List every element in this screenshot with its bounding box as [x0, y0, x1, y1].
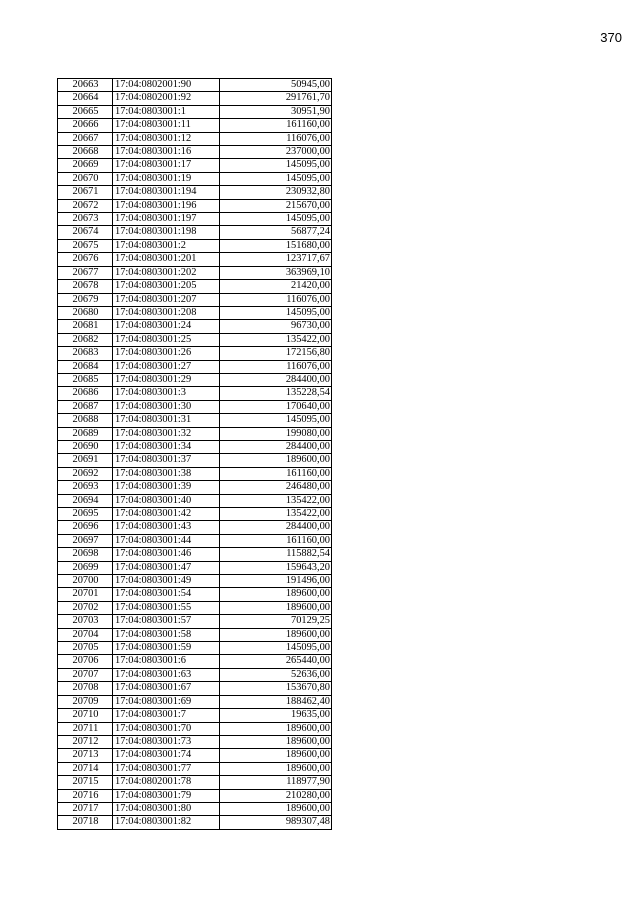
row-number-cell: 20679 [58, 293, 113, 306]
cadastral-value-cell: 145095,00 [220, 172, 332, 185]
table-row [58, 642, 332, 655]
table-row [58, 776, 332, 789]
cadastral-number-cell: 17:04:0803001:196 [113, 199, 220, 212]
table-row [58, 749, 332, 762]
cadastral-number-cell: 17:04:0803001:79 [113, 789, 220, 802]
cadastral-value-cell: 215670,00 [220, 199, 332, 212]
table-row [58, 373, 332, 386]
row-number-cell: 20706 [58, 655, 113, 668]
cadastral-number-cell: 17:04:0803001:16 [113, 146, 220, 159]
cadastral-value-cell: 30951,90 [220, 105, 332, 118]
table-row [58, 400, 332, 413]
cadastral-value-cell: 189600,00 [220, 628, 332, 641]
cadastral-number-cell: 17:04:0803001:54 [113, 588, 220, 601]
row-number-cell: 20675 [58, 239, 113, 252]
cadastral-number-cell: 17:04:0803001:3 [113, 387, 220, 400]
cadastral-value-cell: 265440,00 [220, 655, 332, 668]
cadastral-value-cell: 115882,54 [220, 548, 332, 561]
table-row [58, 601, 332, 614]
table-row [58, 762, 332, 775]
cadastral-number-cell: 17:04:0803001:29 [113, 373, 220, 386]
cadastral-number-cell: 17:04:0802001:92 [113, 92, 220, 105]
row-number-cell: 20694 [58, 494, 113, 507]
cadastral-value-cell: 56877,24 [220, 226, 332, 239]
row-number-cell: 20693 [58, 481, 113, 494]
row-number-cell: 20677 [58, 266, 113, 279]
table-row [58, 239, 332, 252]
table-row [58, 722, 332, 735]
cadastral-value-cell: 189600,00 [220, 588, 332, 601]
cadastral-number-cell: 17:04:0803001:63 [113, 668, 220, 681]
cadastral-number-cell: 17:04:0803001:201 [113, 253, 220, 266]
table-row [58, 226, 332, 239]
row-number-cell: 20672 [58, 199, 113, 212]
cadastral-number-cell: 17:04:0803001:2 [113, 239, 220, 252]
cadastral-value-cell: 246480,00 [220, 481, 332, 494]
table-row [58, 280, 332, 293]
cadastral-value-cell: 989307,48 [220, 816, 332, 829]
cadastral-number-cell: 17:04:0803001:39 [113, 481, 220, 494]
table-row [58, 816, 332, 829]
row-number-cell: 20669 [58, 159, 113, 172]
table-row [58, 266, 332, 279]
row-number-cell: 20673 [58, 213, 113, 226]
row-number-cell: 20695 [58, 508, 113, 521]
cadastral-number-cell: 17:04:0803001:1 [113, 105, 220, 118]
cadastral-number-cell: 17:04:0803001:59 [113, 642, 220, 655]
table-row [58, 802, 332, 815]
row-number-cell: 20715 [58, 776, 113, 789]
cadastral-number-cell: 17:04:0803001:69 [113, 695, 220, 708]
cadastral-value-cell: 189600,00 [220, 749, 332, 762]
cadastral-value-cell: 151680,00 [220, 239, 332, 252]
row-number-cell: 20671 [58, 186, 113, 199]
cadastral-number-cell: 17:04:0803001:44 [113, 534, 220, 547]
row-number-cell: 20668 [58, 146, 113, 159]
table-row [58, 306, 332, 319]
table-row [58, 347, 332, 360]
cadastral-number-cell: 17:04:0803001:58 [113, 628, 220, 641]
cadastral-value-cell: 161160,00 [220, 534, 332, 547]
cadastral-value-cell: 191496,00 [220, 575, 332, 588]
row-number-cell: 20711 [58, 722, 113, 735]
row-number-cell: 20713 [58, 749, 113, 762]
table-row [58, 172, 332, 185]
cadastral-number-cell: 17:04:0803001:55 [113, 601, 220, 614]
cadastral-value-cell: 284400,00 [220, 521, 332, 534]
table-row [58, 561, 332, 574]
cadastral-value-cell: 161160,00 [220, 119, 332, 132]
cadastral-value-cell: 135422,00 [220, 333, 332, 346]
cadastral-number-cell: 17:04:0803001:46 [113, 548, 220, 561]
row-number-cell: 20687 [58, 400, 113, 413]
row-number-cell: 20670 [58, 172, 113, 185]
cadastral-number-cell: 17:04:0803001:208 [113, 306, 220, 319]
table-row [58, 481, 332, 494]
table-row [58, 508, 332, 521]
cadastral-number-cell: 17:04:0803001:82 [113, 816, 220, 829]
row-number-cell: 20686 [58, 387, 113, 400]
row-number-cell: 20717 [58, 802, 113, 815]
cadastral-value-cell: 189600,00 [220, 735, 332, 748]
table-row [58, 628, 332, 641]
cadastral-number-cell: 17:04:0803001:80 [113, 802, 220, 815]
row-number-cell: 20714 [58, 762, 113, 775]
row-number-cell: 20718 [58, 816, 113, 829]
row-number-cell: 20701 [58, 588, 113, 601]
cadastral-value-cell: 21420,00 [220, 280, 332, 293]
cadastral-value-cell: 189600,00 [220, 601, 332, 614]
table-row [58, 709, 332, 722]
cadastral-value-cell: 210280,00 [220, 789, 332, 802]
cadastral-number-cell: 17:04:0803001:207 [113, 293, 220, 306]
row-number-cell: 20681 [58, 320, 113, 333]
cadastral-value-cell: 135422,00 [220, 494, 332, 507]
cadastral-value-cell: 145095,00 [220, 642, 332, 655]
table-row [58, 213, 332, 226]
cadastral-value-cell: 145095,00 [220, 213, 332, 226]
row-number-cell: 20710 [58, 709, 113, 722]
cadastral-value-cell: 123717,67 [220, 253, 332, 266]
table-row [58, 735, 332, 748]
row-number-cell: 20698 [58, 548, 113, 561]
cadastral-number-cell: 17:04:0803001:49 [113, 575, 220, 588]
cadastral-value-cell: 116076,00 [220, 132, 332, 145]
table-row [58, 494, 332, 507]
cadastral-value-cell: 363969,10 [220, 266, 332, 279]
row-number-cell: 20712 [58, 735, 113, 748]
cadastral-number-cell: 17:04:0803001:31 [113, 414, 220, 427]
cadastral-number-cell: 17:04:0803001:32 [113, 427, 220, 440]
row-number-cell: 20700 [58, 575, 113, 588]
table-row [58, 695, 332, 708]
row-number-cell: 20684 [58, 360, 113, 373]
cadastral-value-cell: 161160,00 [220, 467, 332, 480]
table-row [58, 534, 332, 547]
cadastral-number-cell: 17:04:0803001:70 [113, 722, 220, 735]
row-number-cell: 20664 [58, 92, 113, 105]
cadastral-number-cell: 17:04:0803001:73 [113, 735, 220, 748]
cadastral-number-cell: 17:04:0802001:90 [113, 79, 220, 92]
table-row [58, 414, 332, 427]
cadastral-value-cell: 189600,00 [220, 762, 332, 775]
cadastral-value-cell: 159643,20 [220, 561, 332, 574]
table-row [58, 789, 332, 802]
cadastral-value-cell: 145095,00 [220, 306, 332, 319]
row-number-cell: 20699 [58, 561, 113, 574]
table-row [58, 575, 332, 588]
cadastral-value-cell: 50945,00 [220, 79, 332, 92]
cadastral-value-cell: 96730,00 [220, 320, 332, 333]
table-row [58, 333, 332, 346]
cadastral-number-cell: 17:04:0802001:78 [113, 776, 220, 789]
page-number: 370 [600, 30, 622, 45]
row-number-cell: 20708 [58, 682, 113, 695]
row-number-cell: 20667 [58, 132, 113, 145]
table-row [58, 159, 332, 172]
cadastral-number-cell: 17:04:0803001:57 [113, 615, 220, 628]
cadastral-value-cell: 189600,00 [220, 722, 332, 735]
table-row [58, 119, 332, 132]
row-number-cell: 20705 [58, 642, 113, 655]
cadastral-value-cell: 19635,00 [220, 709, 332, 722]
cadastral-value-cell: 291761,70 [220, 92, 332, 105]
cadastral-number-cell: 17:04:0803001:34 [113, 440, 220, 453]
cadastral-value-cell: 284400,00 [220, 440, 332, 453]
cadastral-value-cell: 153670,80 [220, 682, 332, 695]
cadastral-value-cell: 188462,40 [220, 695, 332, 708]
cadastral-value-cell: 189600,00 [220, 454, 332, 467]
cadastral-value-cell: 230932,80 [220, 186, 332, 199]
table-row [58, 521, 332, 534]
table-row [58, 440, 332, 453]
table-row [58, 668, 332, 681]
cadastral-number-cell: 17:04:0803001:194 [113, 186, 220, 199]
row-number-cell: 20707 [58, 668, 113, 681]
row-number-cell: 20691 [58, 454, 113, 467]
row-number-cell: 20702 [58, 601, 113, 614]
cadastral-number-cell: 17:04:0803001:198 [113, 226, 220, 239]
row-number-cell: 20683 [58, 347, 113, 360]
cadastral-value-cell: 135422,00 [220, 508, 332, 521]
table-row [58, 655, 332, 668]
row-number-cell: 20665 [58, 105, 113, 118]
table-row [58, 79, 332, 92]
cadastral-value-cell: 237000,00 [220, 146, 332, 159]
table-row [58, 186, 332, 199]
table-row [58, 682, 332, 695]
table-row [58, 92, 332, 105]
row-number-cell: 20696 [58, 521, 113, 534]
cadastral-value-cell: 116076,00 [220, 293, 332, 306]
cadastral-value-cell: 116076,00 [220, 360, 332, 373]
cadastral-number-cell: 17:04:0803001:43 [113, 521, 220, 534]
row-number-cell: 20703 [58, 615, 113, 628]
row-number-cell: 20692 [58, 467, 113, 480]
table-row [58, 467, 332, 480]
row-number-cell: 20663 [58, 79, 113, 92]
cadastral-number-cell: 17:04:0803001:37 [113, 454, 220, 467]
cadastral-value-cell: 284400,00 [220, 373, 332, 386]
cadastral-number-cell: 17:04:0803001:77 [113, 762, 220, 775]
row-number-cell: 20685 [58, 373, 113, 386]
table-row [58, 615, 332, 628]
cadastral-number-cell: 17:04:0803001:7 [113, 709, 220, 722]
cadastral-number-cell: 17:04:0803001:38 [113, 467, 220, 480]
cadastral-number-cell: 17:04:0803001:197 [113, 213, 220, 226]
table-row [58, 132, 332, 145]
row-number-cell: 20666 [58, 119, 113, 132]
row-number-cell: 20676 [58, 253, 113, 266]
table-row [58, 320, 332, 333]
row-number-cell: 20716 [58, 789, 113, 802]
cadastral-number-cell: 17:04:0803001:26 [113, 347, 220, 360]
row-number-cell: 20678 [58, 280, 113, 293]
cadastral-number-cell: 17:04:0803001:67 [113, 682, 220, 695]
cadastral-number-cell: 17:04:0803001:27 [113, 360, 220, 373]
row-number-cell: 20697 [58, 534, 113, 547]
cadastral-value-cell: 135228,54 [220, 387, 332, 400]
row-number-cell: 20690 [58, 440, 113, 453]
table-row [58, 454, 332, 467]
cadastral-number-cell: 17:04:0803001:30 [113, 400, 220, 413]
cadastral-value-cell: 118977,90 [220, 776, 332, 789]
cadastral-number-cell: 17:04:0803001:42 [113, 508, 220, 521]
cadastral-number-cell: 17:04:0803001:47 [113, 561, 220, 574]
cadastral-number-cell: 17:04:0803001:11 [113, 119, 220, 132]
cadastral-value-cell: 52636,00 [220, 668, 332, 681]
cadastral-number-cell: 17:04:0803001:205 [113, 280, 220, 293]
cadastral-value-cell: 172156,80 [220, 347, 332, 360]
row-number-cell: 20689 [58, 427, 113, 440]
cadastral-value-cell: 145095,00 [220, 159, 332, 172]
cadastral-number-cell: 17:04:0803001:202 [113, 266, 220, 279]
row-number-cell: 20688 [58, 414, 113, 427]
row-number-cell: 20704 [58, 628, 113, 641]
cadastral-value-table [57, 78, 332, 830]
cadastral-number-cell: 17:04:0803001:74 [113, 749, 220, 762]
table-row [58, 105, 332, 118]
table-body [58, 79, 332, 830]
table-row [58, 293, 332, 306]
cadastral-number-cell: 17:04:0803001:19 [113, 172, 220, 185]
table-row [58, 387, 332, 400]
cadastral-value-cell: 70129,25 [220, 615, 332, 628]
cadastral-number-cell: 17:04:0803001:25 [113, 333, 220, 346]
table-row [58, 360, 332, 373]
row-number-cell: 20680 [58, 306, 113, 319]
cadastral-value-cell: 199080,00 [220, 427, 332, 440]
cadastral-number-cell: 17:04:0803001:12 [113, 132, 220, 145]
row-number-cell: 20674 [58, 226, 113, 239]
cadastral-number-cell: 17:04:0803001:40 [113, 494, 220, 507]
cadastral-value-cell: 145095,00 [220, 414, 332, 427]
cadastral-value-cell: 170640,00 [220, 400, 332, 413]
table-row [58, 548, 332, 561]
table-row [58, 427, 332, 440]
row-number-cell: 20709 [58, 695, 113, 708]
row-number-cell: 20682 [58, 333, 113, 346]
cadastral-value-cell: 189600,00 [220, 802, 332, 815]
table-row [58, 199, 332, 212]
cadastral-number-cell: 17:04:0803001:24 [113, 320, 220, 333]
cadastral-number-cell: 17:04:0803001:6 [113, 655, 220, 668]
table-row [58, 588, 332, 601]
table-row [58, 253, 332, 266]
table-row [58, 146, 332, 159]
cadastral-number-cell: 17:04:0803001:17 [113, 159, 220, 172]
